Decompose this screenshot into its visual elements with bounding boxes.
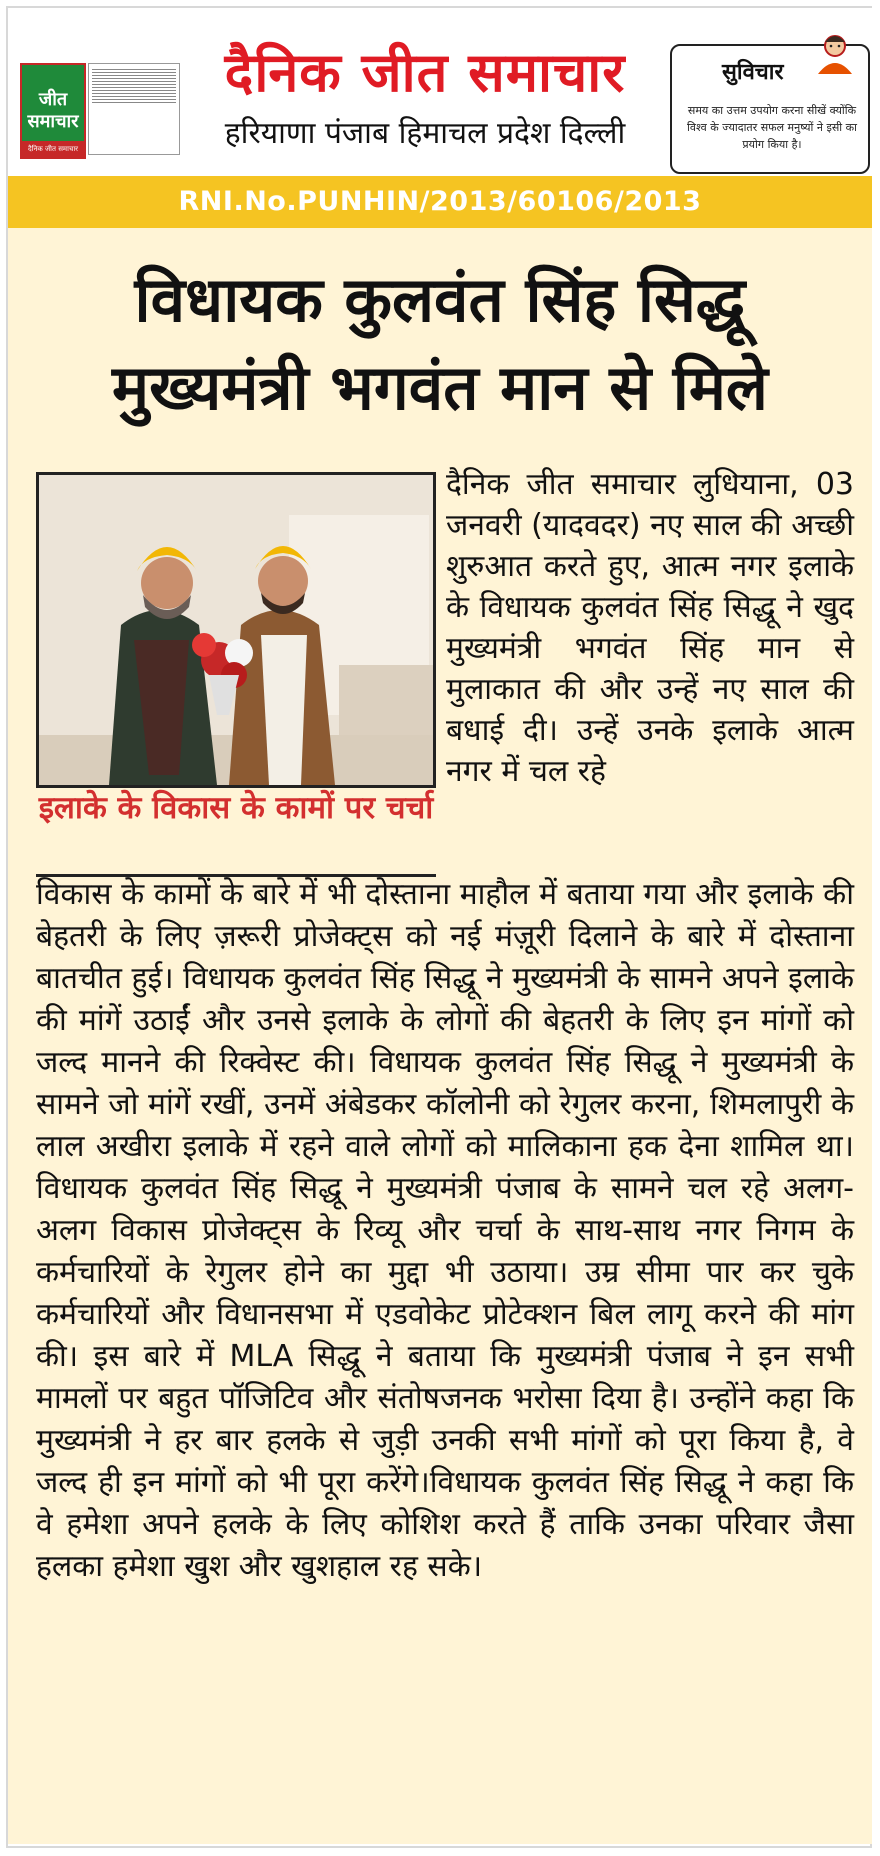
article-area xyxy=(8,228,872,1844)
registration-box xyxy=(88,63,180,155)
masthead xyxy=(8,8,872,176)
logo-line2: समाचार xyxy=(27,111,79,132)
thought-title: सुविचार xyxy=(722,60,784,85)
logo-line1: जीत xyxy=(38,89,68,110)
two-men-meeting-photo xyxy=(39,475,433,785)
newspaper-title: दैनिक जीत समाचार xyxy=(224,41,626,104)
article-photo xyxy=(36,472,436,788)
newspaper-subtitle: हरियाणा पंजाब हिमाचल प्रदेश दिल्ली xyxy=(224,116,626,151)
photo-caption: इलाके के विकास के कामों पर चर्चा xyxy=(38,790,434,826)
newspaper-logo xyxy=(20,63,86,159)
registration-band: RNI.No.PUNHIN/2013/60106/2013 xyxy=(8,176,872,228)
article-headline xyxy=(8,256,872,432)
thought-text: समय का उत्तम उपयोग करना सीखें क्योंकि विश्व के ज्यादातर सफल मनुष्यों ने इसी का प्रयोग किया है। xyxy=(687,104,857,151)
meditating-figure-icon xyxy=(812,30,858,76)
article-body-paragraph: विकास के कामों के बारे में भी दोस्ताना माहौल में बताया गया और इलाके की बेहतरी के लिए ज़रूरी प्रोजेक्ट्स को नई मंज़ूरी दिलाने के बारे में दोस्ताना बातचीत हुई। विधायक कुलवंत सिंह सिद्धू ने मुख्यमंत्री के सामने अपने इलाके की मांगें उठाईं और उनसे इलाके के लोगों की बेहतरी के लिए इन मांगों को जल्द मानने की रिक्वेस्ट की। विधायक कुलवंत सिंह सिद्धू ने मुख्यमंत्री के सामने जो मांगें रखीं, उनमें अंबेडकर कॉलोनी को रेगुलर करना, शिमलापुरी के लाल अखीरा इलाके में रहने वाले लोगों को मालिकाना हक देना शामिल था। विधायक कुलवंत सिंह सिद्धू ने मुख्यमंत्री पंजाब के सामने चल रहे अलग-अलग विकास प्रोजेक्ट्स के रिव्यू और चर्चा के साथ-साथ नगर निगम के कर्मचारियों के रेगुलर होने का मुद्दा भी उठाया। उम्र सीमा पार कर चुके कर्मचारियों और विधानसभा में एडवोकेट प्रोटेक्शन बिल लागू करने की मांग की। इस बारे में MLA सिद्धू ने बताया कि मुख्यमंत्री पंजाब ने इन सभी मामलों पर बहुत पॉजिटिव और संतोषजनक भरोसा दिया है। उन्होंने कहा कि मुख्यमंत्री ने हर बार हलके से जुड़ी उनकी सभी मांगों को पूरा किया है, वे जल्द ही इन मांगों को भी पूरा करेंगे।विधायक कुलवंत सिंह सिद्धू ने कहा कि वे हमेशा अपने हलके के लिए कोशिश करते हैं ताकि उनका परिवार जैसा हलका हमेशा खुश और खुशहाल रह सके। xyxy=(36,877,854,1584)
headline-line1: विधायक कुलवंत सिंह सिद्धू xyxy=(134,263,746,336)
thought-of-the-day-box xyxy=(670,44,870,174)
logo-bar: दैनिक जीत समाचार xyxy=(22,141,84,157)
article-lead-paragraph: दैनिक जीत समाचार लुधियाना, 03 जनवरी (यादवदर) नए साल की अच्छी शुरुआत करते हुए, आत्म नगर इलाके के विधायक कुलवंत सिंह सिद्धू ने खुद मुख्यमंत्री भगवंत सिंह मान से मुलाकात की और उन्हें नए साल की बधाई दी। उन्हें उनके इलाके आत्म नगर में चल रहे xyxy=(446,467,854,789)
headline-line2: मुख्यमंत्री भगवंत मान से मिले xyxy=(112,351,768,424)
